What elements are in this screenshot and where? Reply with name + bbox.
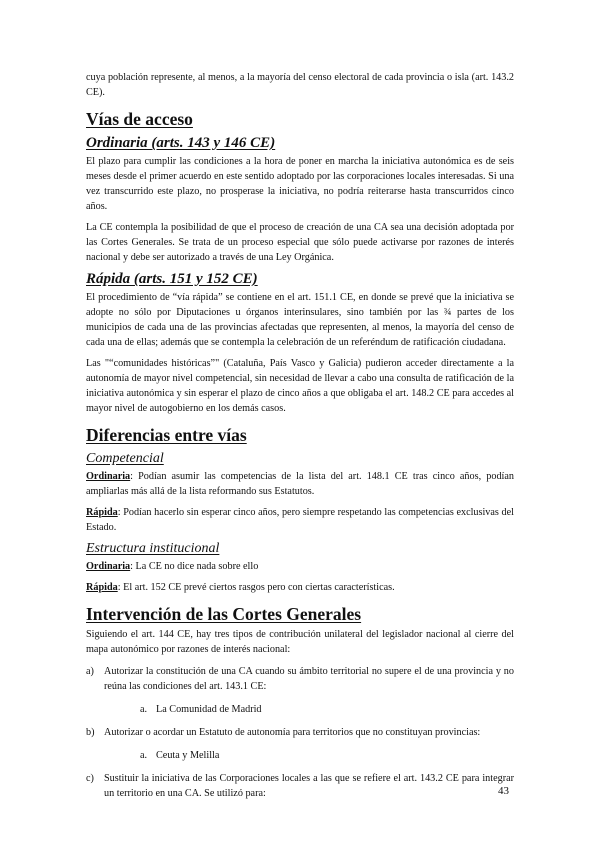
text-estructura-rapida: : El art. 152 CE prevé ciertos rasgos pero con ciertas características. [117,582,395,593]
list-item-text: Sustituir la iniciativa de las Corporaciones locales a las que se refiere el art. 143.2 CE para integrar un territorio en una CA. Se utilizó para: [104,773,514,799]
list-item-text: Autorizar o acordar un Estatuto de autonomía para territorios que no constituyan provincias: [104,727,481,738]
paragraph-estructura-ordinaria [86,559,514,574]
list-item [86,771,514,801]
sub-list-marker: a. [140,750,148,761]
page-number: 43 [498,785,509,797]
sub-list-item-text: La Comunidad de Madrid [156,704,262,715]
page-content [86,70,514,805]
list-item [86,664,514,694]
list-item [86,725,514,740]
heading-estructura-institucional: Estructura institucional [86,541,220,556]
list-marker: c) [86,773,94,784]
list-item-text: Autorizar la constitución de una CA cuando su ámbito territorial no supere el de una provincia y no reúna las condiciones del art. 143.1 CE: [104,666,514,692]
heading-via-ordinaria: Ordinaria (arts. 143 y 146 CE) [86,135,276,151]
paragraph-rapida-historicas: Las "“comunidades históricas”" (Cataluña, País Vasco y Galicia) pudieron acceder directamente a la autonomía de mayor nivel competencial, sin necesidad de llevar a cabo una consulta de ratificación de la iniciativa autonómica y sin esperar el plazo de cinco años a que obligaba el art. 148.2 CE para accedes al mayor nivel de autogobierno en los demás casos. [86,358,514,414]
label-ordinaria: Ordinaria [86,561,131,572]
text-competencial-ordinaria: : Podían asumir las competencias de la lista del art. 148.1 CE tras cinco años, podían ampliarlas más allá de la lista reformando sus Estatutos. [86,471,514,497]
text-estructura-ordinaria: : La CE no dice nada sobre ello [130,561,259,572]
heading-competencial: Competencial [86,451,164,466]
paragraph-competencial-ordinaria [86,469,514,499]
label-rapida: Rápida [86,582,118,593]
sub-list-item [86,702,514,717]
sub-list-item [86,748,514,763]
heading-vias-de-acceso: Vías de acceso [86,109,193,129]
text-competencial-rapida: : Podían hacerlo sin esperar cinco años, pero siempre respetando las competencias exclusivas del Estado. [86,507,514,533]
paragraph-intervencion-intro: Siguiendo el art. 144 CE, hay tres tipos de contribución unilateral del legislador nacional al cierre del mapa autonómico por razones de interés nacional: [86,629,514,655]
list-marker: a) [86,666,94,677]
intro-paragraph: cuya población represente, al menos, a la mayoría del censo electoral de cada provincia o isla (art. 143.2 CE). [86,72,514,98]
list-marker: b) [86,727,95,738]
label-ordinaria: Ordinaria [86,471,131,482]
heading-diferencias: Diferencias entre vías [86,425,247,445]
paragraph-competencial-rapida [86,505,514,535]
label-rapida: Rápida [86,507,118,518]
sub-list-item-text: Ceuta y Melilla [156,750,220,761]
paragraph-ordinaria-cortes: La CE contempla la posibilidad de que el proceso de creación de una CA sea una decisión adoptada por las Cortes Generales. Se trata de un proceso especial que sólo puede activarse por razones de interés nacional y debe ser autorizado a través de una Ley Orgánica. [86,222,514,263]
heading-via-rapida: Rápida (arts. 151 y 152 CE) [86,271,258,287]
paragraph-rapida-procedimiento: El procedimiento de “vía rápida” se contiene en el art. 151.1 CE, en donde se prevé que la iniciativa se adopte no sólo por Diputaciones u órganos interinsulares, sino también por las ¾ partes de los municipios de cada una de las provincias afectadas que representen, al menos, la mayoría del censo de cada una de ellas; además que se contempla la celebración de un referéndum de ratificación ciudadana. [86,292,514,348]
paragraph-ordinaria-plazo: El plazo para cumplir las condiciones a la hora de poner en marcha la iniciativa autonómica es de seis meses desde el primer acuerdo en este sentido adoptado por las corporaciones locales interesadas. Si una vez transcurrido este plazo, no prosperase la iniciativa, no podría reiterarse hasta transcurridos cinco años. [86,156,514,212]
sub-list-marker: a. [140,704,148,715]
heading-intervencion-cortes: Intervención de las Cortes Generales [86,604,362,624]
paragraph-estructura-rapida [86,580,514,595]
